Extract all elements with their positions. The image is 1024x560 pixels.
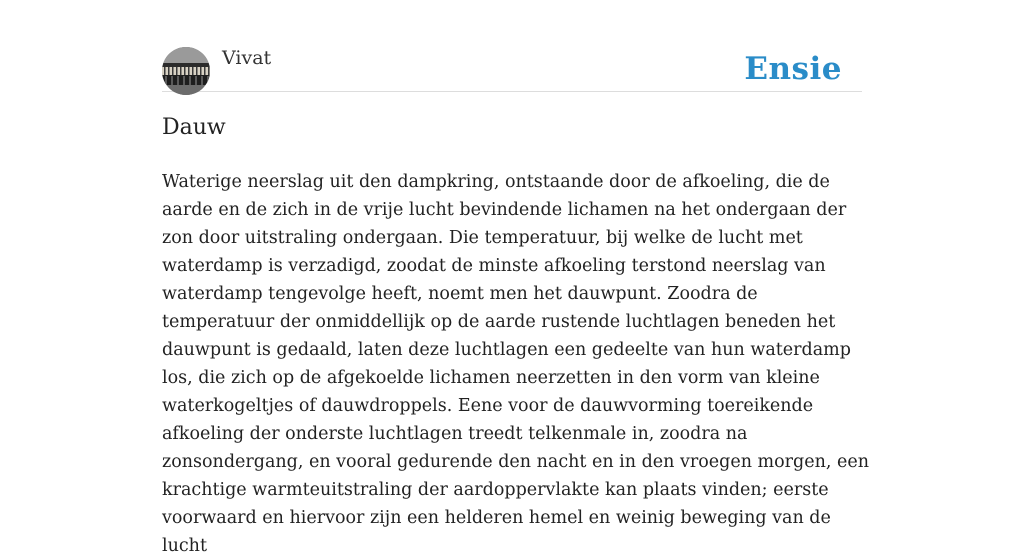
header xyxy=(162,44,862,92)
article-title: Dauw xyxy=(162,115,226,140)
author-avatar[interactable] xyxy=(162,47,210,95)
article-body: Waterige neerslag uit den dampkring, ontstaande door de afkoeling, die de aarde en de zich in de vrije lucht bevindende lichamen na het ondergaan der zon door uitstraling ondergaan. Die temperatuur, bij welke de lucht met waterdamp is verzadigd, zoodat de minste afkoeling terstond neerslag van waterdamp tengevolge heeft, noemt men het dauwpunt. Zoodra de temperatuur der onmiddellijk op de aarde rustende luchtlagen beneden het dauwpunt is gedaald, laten deze luchtlagen een gedeelte van hun waterdamp los, die zich op de afgekoelde lichamen neerzetten in den vorm van kleine waterkogeltjes of dauwdroppels. Eene voor de dauwvorming toereikende afkoeling der onderste luchtlagen treedt telkenmale in, zoodra na zonsondergang, en vooral gedurende den nacht en in den vroegen morgen, een krachtige warmteuitstraling der aardoppervlakte kan plaats vinden; eerste voorwaard en hiervoor zijn een helderen hemel en weinig beweging van de lucht xyxy=(162,172,869,556)
typewriter-keys-icon xyxy=(162,47,210,95)
brand-logo[interactable]: Ensie xyxy=(744,51,842,87)
author-name[interactable]: Vivat xyxy=(222,47,272,69)
